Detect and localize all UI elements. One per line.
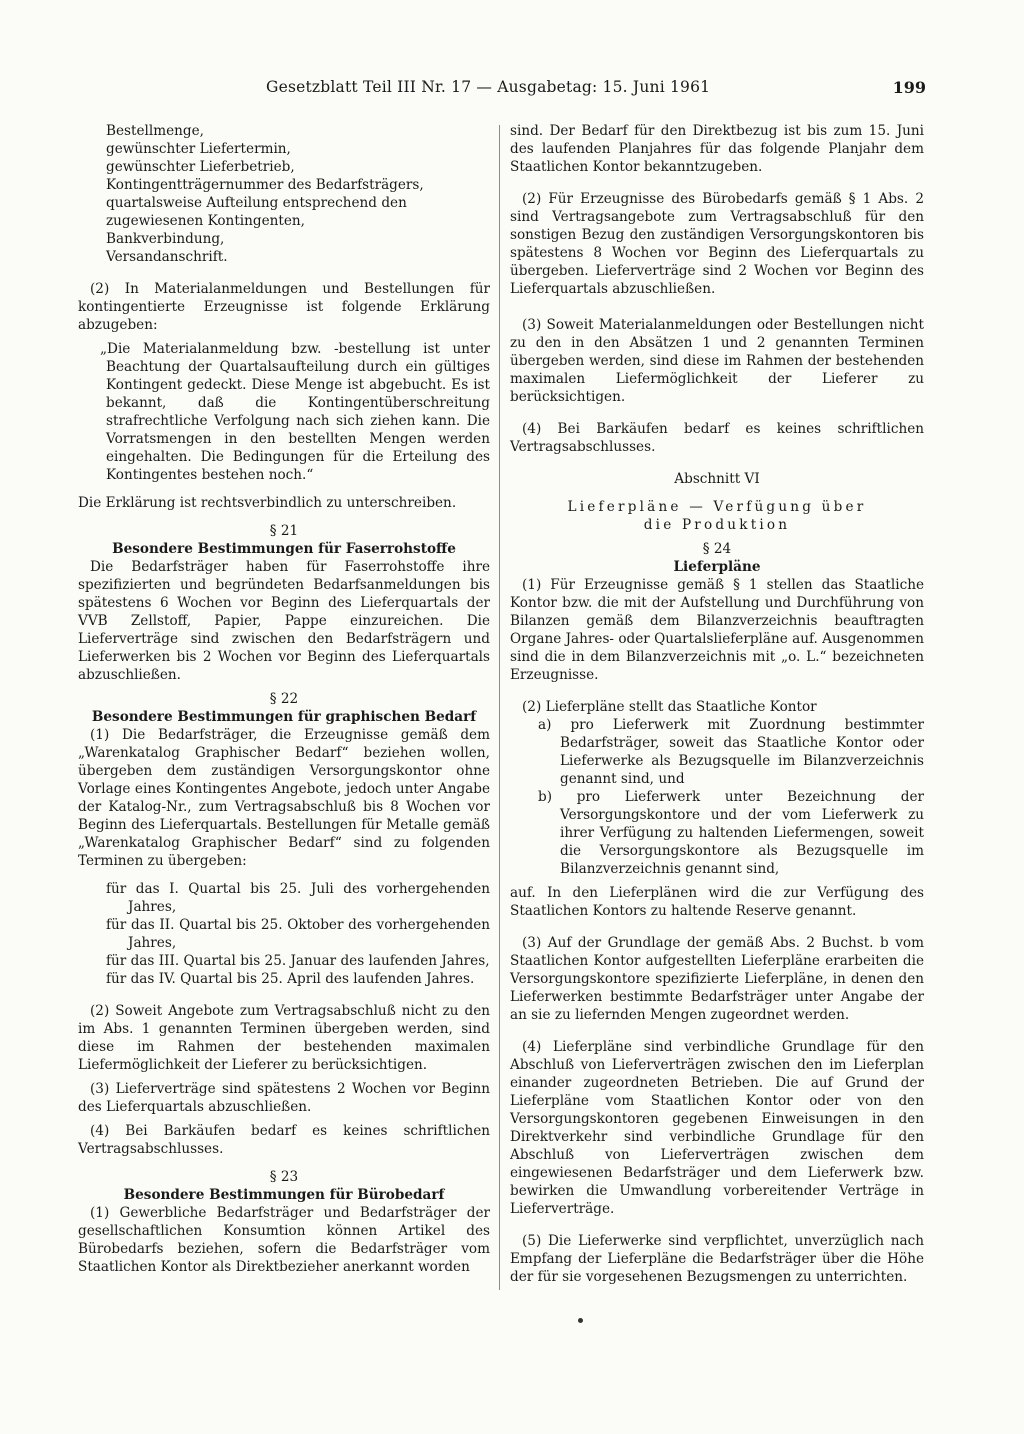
section-number: § 22 xyxy=(269,691,299,707)
list-item: Bestellmenge, xyxy=(106,123,204,139)
paragraph: (2) In Materialanmeldungen und Bestellungen für kontingentierte Erzeugnisse ist folgende Erklärung abzugeben: xyxy=(78,281,490,333)
paragraph: (1) Für Erzeugnisse gemäß § 1 stellen das Staatliche Kontor bzw. die mit der Aufstellung und Durchführung von Bilanzen gemäß dem Bilanzverzeichnis beauftragten Organe Jahres- oder Quartalslieferpläne auf. Ausgenommen sind die in dem Bilanzverzeichnis mit „o. L.“ bezeichneten Erzeugnisse. xyxy=(510,577,924,683)
paragraph: (4) Bei Barkäufen bedarf es keines schriftlichen Vertragsabschlusses. xyxy=(510,421,924,455)
paragraph: (2) Lieferpläne stellt das Staatliche Kontor xyxy=(522,699,817,715)
list-item: für das I. Quartal bis 25. Juli des vorhergehenden Jahres, xyxy=(106,881,490,915)
paragraph: sind. Der Bedarf für den Direktbezug ist bis zum 15. Juni des laufenden Planjahres für das folgende Planjahr dem Staatlichen Kontor bekanntzugeben. xyxy=(510,123,924,175)
list-item: Kontingentträgernummer des Bedarfsträgers, xyxy=(106,177,424,193)
paragraph: (4) Bei Barkäufen bedarf es keines schriftlichen Vertragsabschlusses. xyxy=(78,1123,490,1157)
chapter-number: Abschnitt VI xyxy=(674,471,760,487)
paragraph: (4) Lieferpläne sind verbindliche Grundlage für den Abschluß von Lieferverträgen zwischen den im Lieferplan einander zugeordneten Betrieben. Die auf Grund der Lieferpläne vom Staatlichen Kontor oder von den Versorgungskontoren gegebenen Einweisungen in den Direktverkehr sind verbindliche Grundlage für den Abschluß von Lieferverträgen zwischen dem eingewiesenen Bedarfsträger und dem Lieferwerk bzw. bewirken die Umwandlung vorbereitender Verträge in Lieferverträge. xyxy=(510,1039,924,1217)
list-item: gewünschter Liefertermin, xyxy=(106,141,291,157)
left-column xyxy=(78,122,490,1276)
paragraph: (1) Die Bedarfsträger, die Erzeugnisse gemäß dem „Warenkatalog Graphischer Bedarf“ beziehen wollen, übergeben dem zuständigen Versorgungskontor ohne Vorlage eines Kontingentes Angebote, jedoch unter Angabe der Katalog-Nr., zum Vertragsabschluß bis 8 Wochen vor Beginn des Lieferquartals. Bestellungen für Metalle gemäß „Warenkatalog Graphischer Bedarf“ sind zu folgenden Terminen zu übergeben: xyxy=(78,727,490,869)
paragraph: Die Erklärung ist rechtsverbindlich zu unterschreiben. xyxy=(78,495,457,511)
paragraph: auf. In den Lieferplänen wird die zur Verfügung des Staatlichen Kontors zu haltende Reserve genannt. xyxy=(510,885,924,919)
right-column xyxy=(510,122,924,1286)
list-item: für das II. Quartal bis 25. Oktober des vorhergehenden Jahres, xyxy=(106,917,490,951)
section-title: Besondere Bestimmungen für Faserrohstoffe xyxy=(112,541,456,557)
paragraph: (1) Gewerbliche Bedarfsträger und Bedarfsträger der gesellschaftlichen Konsumtion können Artikel des Bürobedarfs beziehen, sofern die Bedarfsträger vom Staatlichen Kontor als Direktbezieher anerkannt worden xyxy=(78,1205,490,1275)
paragraph: (3) Soweit Materialanmeldungen oder Bestellungen nicht zu den in den Absätzen 1 und 2 genannten Terminen übergeben werden, sind diese im Rahmen der bestehenden maximalen Liefermöglichkeit der Lieferer zu berücksichtigen. xyxy=(510,317,924,405)
list-item: quartalsweise Aufteilung entsprechend den zugewiesenen Kontingenten, xyxy=(106,195,407,229)
page-number: 199 xyxy=(892,78,926,97)
section-number: § 23 xyxy=(269,1169,299,1185)
section-number: § 21 xyxy=(269,523,299,539)
ink-dot xyxy=(578,1318,583,1323)
list-item: a) pro Lieferwerk mit Zuordnung bestimmter Bedarfsträger, soweit das Staatliche Kontor oder Lieferwerke als Bezugsquelle im Bilanzverzeichnis genannt sind, und xyxy=(538,717,924,787)
paragraph: (3) Auf der Grundlage der gemäß Abs. 2 Buchst. b vom Staatlichen Kontor aufgestellten Lieferpläne erarbeiten die Versorgungskontore spezifizierte Lieferpläne, in denen den Lieferwerken bestimmte Bedarfsträger unter Angabe der an sie zu liefernden Mengen zugeordnet werden. xyxy=(510,935,924,1023)
paragraph: (5) Die Lieferwerke sind verpflichtet, unverzüglich nach Empfang der Lieferpläne die Bedarfsträger über die Höhe der für sie vorgesehenen Bezugsmengen zu unterrichten. xyxy=(510,1233,924,1285)
list-item: b) pro Lieferwerk unter Bezeichnung der Versorgungskontore und der vom Lieferwerk zu ihrer Verfügung zu haltenden Liefermengen, soweit die Versorgungskontore als Bezugsquelle im Bilanzverzeichnis genannt sind, xyxy=(538,789,924,877)
list-item: Versandanschrift. xyxy=(106,249,228,265)
chapter-title: Lieferpläne — Verfügung über xyxy=(567,499,867,515)
chapter-title: die Produktion xyxy=(643,517,791,533)
paragraph: (2) Soweit Angebote zum Vertragsabschluß nicht zu den im Abs. 1 genannten Terminen übergeben werden, sind diese im Rahmen der bestehenden maximalen Liefermöglichkeit der Lieferer zu berücksichtigen. xyxy=(78,1003,490,1073)
paragraph: Die Bedarfsträger haben für Faserrohstoffe ihre spezifizierten und begründeten Bedarfsanmeldungen bis spätestens 6 Wochen vor Beginn des Lieferquartals der VVB Zellstoff, Papier, Pappe einzureichen. Die Lieferverträge sind zwischen den Bedarfsträgern und Lieferwerken bis 2 Wochen vor Beginn des Lieferquartals abzuschließen. xyxy=(78,559,490,683)
section-title: Besondere Bestimmungen für graphischen Bedarf xyxy=(91,709,477,725)
section-title: Besondere Bestimmungen für Bürobedarf xyxy=(123,1187,445,1203)
header-title: Gesetzblatt Teil III Nr. 17 — Ausgabetag: 15. Juni 1961 xyxy=(266,78,711,96)
list-item: für das III. Quartal bis 25. Januar des laufenden Jahres, xyxy=(106,953,490,969)
declaration-quote: „Die Materialanmeldung bzw. -bestellung ist unter Beachtung der Quartalsaufteilung durch ein gültiges Kontingent gedeckt. Diese Menge ist abgebucht. Es ist bekannt, daß die Kontingentüberschreitung strafrechtliche Verfolgung nach sich ziehen kann. Die Vorratsmengen in den bestellten Mengen werden eingehalten. Die Bedingungen für die Erteilung des Kontingentes bestehen noch.“ xyxy=(100,341,490,483)
list-item: für das IV. Quartal bis 25. April des laufenden Jahres. xyxy=(106,971,475,987)
section-number: § 24 xyxy=(702,541,732,557)
paragraph: (2) Für Erzeugnisse des Bürobedarfs gemäß § 1 Abs. 2 sind Vertragsangebote zum Vertragsabschluß für den sonstigen Bezug den zuständigen Versorgungskontoren bis spätestens 8 Wochen vor Beginn des Lieferquartals zu übergeben. Lieferverträge sind 2 Wochen vor Beginn des Lieferquartals abzuschließen. xyxy=(510,191,924,297)
section-title: Lieferpläne xyxy=(673,559,761,575)
column-divider xyxy=(499,125,500,1290)
page-header xyxy=(76,78,926,100)
list-item: Bankverbindung, xyxy=(106,231,225,247)
list-item: gewünschter Lieferbetrieb, xyxy=(106,159,295,175)
paragraph: (3) Lieferverträge sind spätestens 2 Wochen vor Beginn des Lieferquartals abzuschließen. xyxy=(78,1081,490,1115)
